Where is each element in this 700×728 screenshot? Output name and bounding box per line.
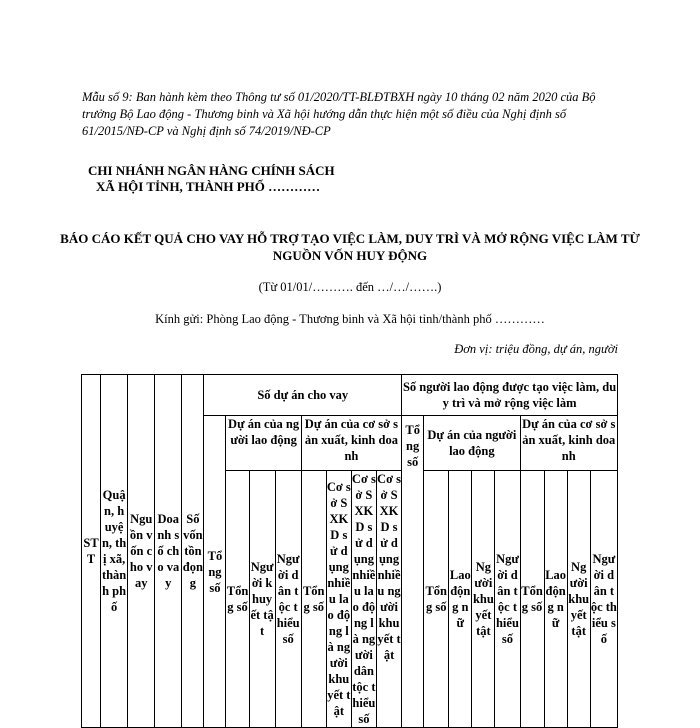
col-loan-capital: Nguồn vốn cho vay — [128, 375, 155, 728]
recipient-line: Kính gửi: Phòng Lao động - Thương binh và Xã hội tỉnh/thành phố ………… — [155, 312, 545, 326]
col-bw-disabled: Người khuyết tật — [567, 471, 590, 728]
group-worker-projects: Dự án của người lao động — [226, 416, 301, 471]
col-bw-female: Lao động nữ — [544, 471, 567, 728]
col-district: Quận, huyện, thị xã, thành phố — [101, 375, 128, 728]
group-worker-projects-workers: Dự án của người lao động — [424, 416, 520, 471]
report-title: BÁO CÁO KẾT QUẢ CHO VAY HỖ TRỢ TẠO VIỆC LÀM, DUY TRÌ VÀ MỞ RỘNG VIỆC LÀM TỪ NGUỒN VỐN HUY ĐỘNG — [60, 231, 640, 263]
col-projects-total: Tổng số — [204, 416, 226, 728]
col-bp-both: Cơ sở SXKD sử dụng nhiều người khuyết tật — [376, 471, 401, 728]
report-table-container — [81, 374, 618, 726]
col-wp-ethnic: Người dân tộc thiểu số — [275, 471, 301, 728]
col-wp-total: Tổng số — [226, 471, 249, 728]
col-ww-ethnic: Người dân tộc thiểu số — [495, 471, 520, 728]
group-projects: Số dự án cho vay — [204, 375, 402, 416]
col-bp-ethnic-majority: Cơ sở SXKD sử dụng nhiều lao động là người dân tộc thiểu số — [351, 472, 376, 726]
col-ww-total: Tổng số — [424, 471, 449, 728]
col-outstanding: Số vốn tồn đọng — [182, 375, 204, 728]
col-stt: STT — [82, 375, 101, 728]
col-wp-disabled: Người khuyết tật — [249, 471, 275, 728]
report-period: (Từ 01/01/………. đến …/…/…….) — [258, 280, 442, 294]
report-table — [81, 374, 618, 728]
col-loan-turnover: Doanh số cho vay — [155, 375, 182, 728]
organization-line-1: CHI NHÁNH NGÂN HÀNG CHÍNH SÁCH — [88, 163, 335, 178]
group-business-projects: Dự án của cơ sở sản xuất, kinh doanh — [301, 416, 401, 471]
col-workers-total: Tổng số — [402, 416, 424, 728]
group-business-projects-workers: Dự án của cơ sở sản xuất, kinh doanh — [520, 416, 618, 471]
col-ww-disabled: Người khuyết tật — [472, 471, 495, 728]
issuing-organization — [88, 163, 335, 195]
col-bw-ethnic: Người dân tộc thiểu số — [590, 471, 617, 728]
col-bp-total: Tổng số — [301, 471, 326, 728]
group-workers: Số người lao động được tạo việc làm, duy trì và mở rộng việc làm — [402, 375, 618, 416]
unit-note: Đơn vị: triệu đồng, dự án, người — [454, 342, 618, 356]
col-ww-female: Lao động nữ — [449, 471, 472, 728]
col-bw-total: Tổng số — [520, 471, 544, 728]
legal-basis-note: Mẫu số 9: Ban hành kèm theo Thông tư số 01/2020/TT-BLĐTBXH ngày 10 tháng 02 năm 2020 của Bộ trưởng Bộ Lao động - Thương binh và Xã hội hướng dẫn thực hiện một số điều của Nghị định số 61/2015/NĐ-CP và Nghị định số 74/2019/NĐ-CP — [82, 90, 596, 138]
col-bp-disabled-majority: Cơ sở SXKD sử dụng nhiều lao động là người khuyết tật — [326, 471, 351, 728]
organization-line-2: XÃ HỘI TỈNH, THÀNH PHỐ ………… — [96, 179, 321, 194]
